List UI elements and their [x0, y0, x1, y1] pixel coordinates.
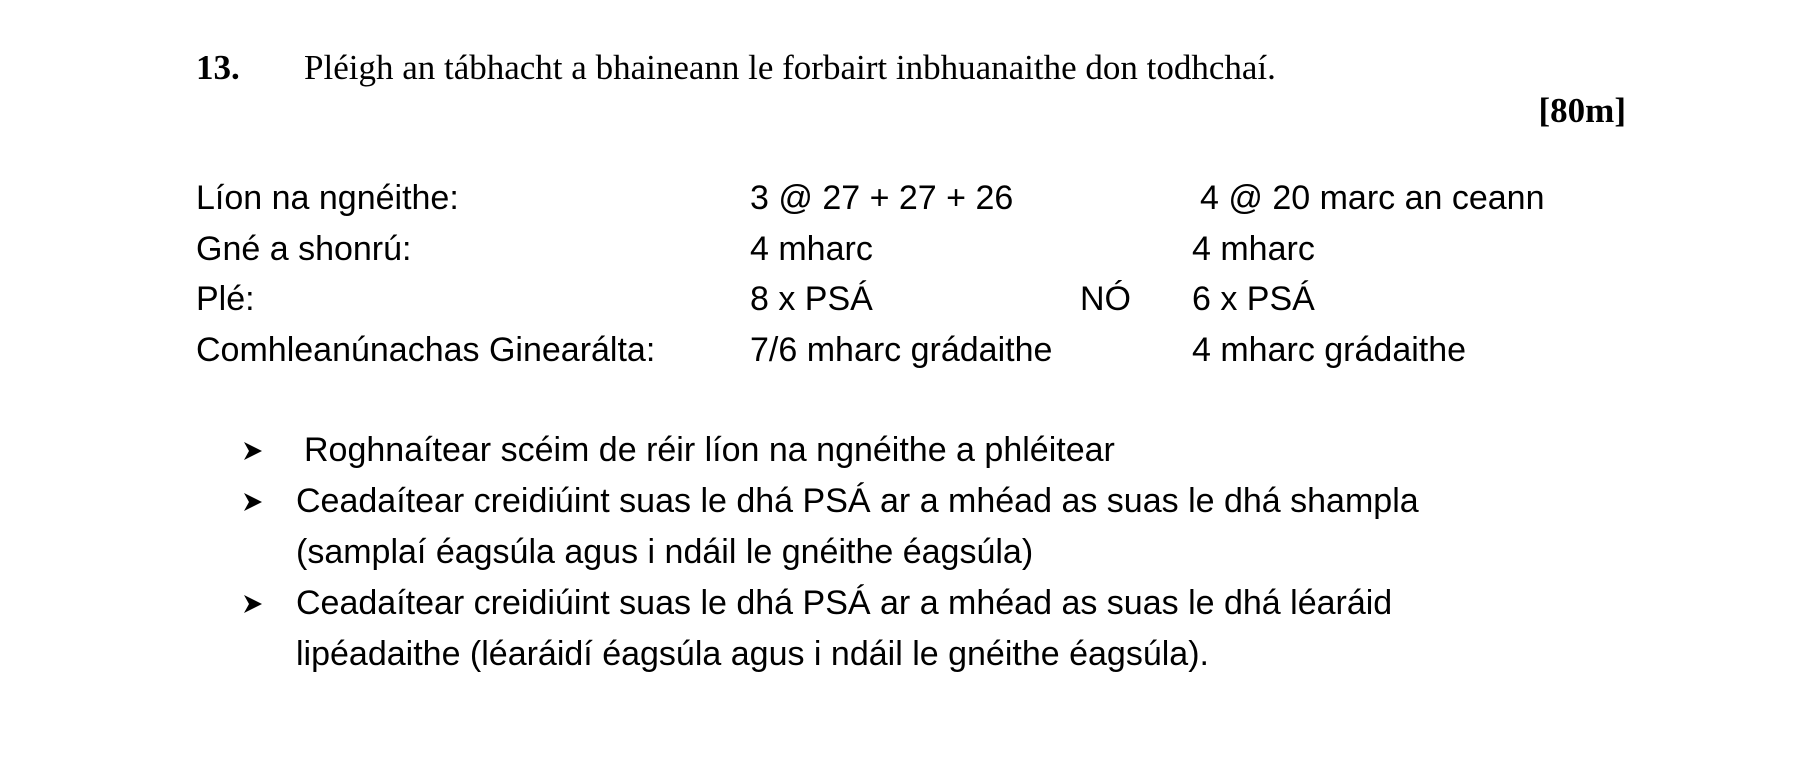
option-b-value: 4 mharc grádaithe: [1192, 331, 1467, 369]
note-text: Roghnaítear scéim de réir líon na ngnéithe a phléitear: [304, 431, 1115, 469]
option-b-value: 6 x PSÁ: [1192, 280, 1315, 318]
row-label: Comhleanúnachas Ginearálta:: [196, 331, 656, 369]
or-separator: NÓ: [1080, 280, 1131, 318]
row-label: Líon na ngnéithe:: [196, 179, 459, 217]
note-text: (samplaí éagsúla agus i ndáil le gnéithe éagsúla): [296, 533, 1034, 571]
option-a-value: 7/6 mharc grádaithe: [750, 331, 1053, 369]
option-b-value: 4 mharc: [1192, 230, 1315, 268]
option-a-value: 4 mharc: [750, 230, 873, 268]
row-label: Gné a shonrú:: [196, 230, 412, 268]
arrow-bullet-icon: [242, 491, 264, 513]
note-text: Ceadaítear creidiúint suas le dhá PSÁ ar a mhéad as suas le dhá shampla: [296, 482, 1419, 520]
note-text: lipéadaithe (léaráidí éagsúla agus i ndáil le gnéithe éagsúla).: [296, 635, 1209, 673]
option-b-value: 4 @ 20 marc an ceann: [1200, 179, 1545, 217]
option-a-value: 8 x PSÁ: [750, 280, 873, 318]
arrow-bullet-icon: [242, 440, 264, 462]
note-text: Ceadaítear creidiúint suas le dhá PSÁ ar a mhéad as suas le dhá léaráid: [296, 584, 1393, 622]
row-label: Plé:: [196, 280, 255, 318]
question-marks: [80m]: [1538, 91, 1626, 130]
arrow-bullet-icon: [242, 593, 264, 615]
option-a-value: 3 @ 27 + 27 + 26: [750, 179, 1014, 217]
question-number: 13.: [196, 48, 240, 87]
question-text: Pléigh an tábhacht a bhaineann le forbairt inbhuanaithe don todhchaí.: [304, 48, 1276, 87]
